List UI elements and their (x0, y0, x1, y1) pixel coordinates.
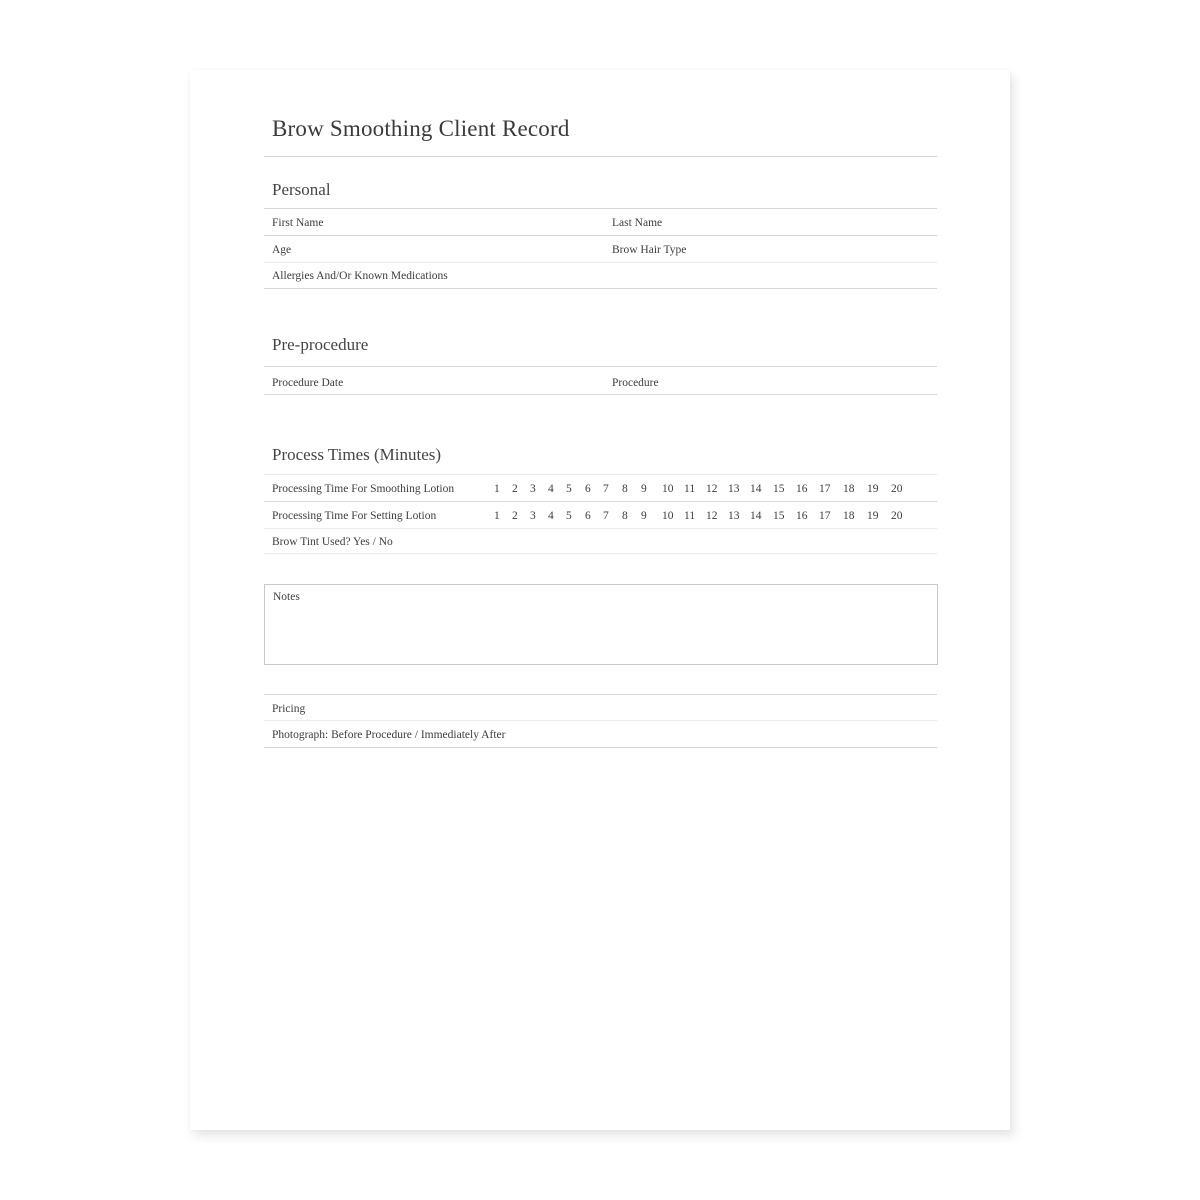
divider (264, 694, 937, 695)
title-divider (264, 156, 937, 157)
minute-option-17[interactable]: 17 (819, 510, 831, 522)
minute-option-13[interactable]: 13 (728, 510, 740, 522)
notes-box[interactable] (264, 584, 938, 665)
minute-option-13[interactable]: 13 (728, 483, 740, 495)
minute-option-11[interactable]: 11 (684, 510, 696, 522)
minute-option-12[interactable]: 12 (706, 483, 718, 495)
procedure-date-field[interactable]: Procedure Date (272, 377, 344, 389)
photograph-field[interactable]: Photograph: Before Procedure / Immediately After (272, 729, 506, 741)
allergies-field[interactable]: Allergies And/Or Known Medications (272, 270, 448, 282)
minute-option-8[interactable]: 8 (622, 510, 628, 522)
minute-option-15[interactable]: 15 (773, 483, 785, 495)
notes-label: Notes (273, 591, 300, 603)
minute-option-14[interactable]: 14 (750, 483, 762, 495)
setting-lotion-time-label: Processing Time For Setting Lotion (272, 510, 437, 522)
minute-option-19[interactable]: 19 (867, 483, 879, 495)
minute-option-5[interactable]: 5 (566, 483, 572, 495)
smoothing-lotion-time-label: Processing Time For Smoothing Lotion (272, 483, 455, 495)
minute-option-2[interactable]: 2 (512, 483, 518, 495)
minute-option-12[interactable]: 12 (706, 510, 718, 522)
minute-option-4[interactable]: 4 (548, 483, 554, 495)
minute-option-20[interactable]: 20 (891, 483, 903, 495)
minute-option-3[interactable]: 3 (530, 510, 536, 522)
procedure-field[interactable]: Procedure (612, 377, 659, 389)
minute-option-10[interactable]: 10 (662, 483, 674, 495)
divider (264, 208, 937, 209)
divider (264, 720, 937, 721)
minute-option-9[interactable]: 9 (641, 483, 647, 495)
minute-option-5[interactable]: 5 (566, 510, 572, 522)
divider (264, 394, 937, 395)
minute-option-2[interactable]: 2 (512, 510, 518, 522)
divider (264, 747, 937, 748)
minute-option-6[interactable]: 6 (585, 483, 591, 495)
divider (264, 262, 937, 263)
minute-option-16[interactable]: 16 (796, 510, 808, 522)
divider (264, 553, 937, 554)
minute-option-20[interactable]: 20 (891, 510, 903, 522)
minute-option-14[interactable]: 14 (750, 510, 762, 522)
minute-option-11[interactable]: 11 (684, 483, 696, 495)
minute-option-4[interactable]: 4 (548, 510, 554, 522)
first-name-field[interactable]: First Name (272, 217, 324, 229)
age-field[interactable]: Age (272, 244, 292, 256)
minute-option-6[interactable]: 6 (585, 510, 591, 522)
minute-option-18[interactable]: 18 (843, 510, 855, 522)
form-page (190, 70, 1010, 1130)
document-title: Brow Smoothing Client Record (272, 116, 570, 141)
section-title-process-times: Process Times (Minutes) (272, 445, 442, 464)
divider (264, 288, 937, 289)
divider (264, 474, 937, 475)
minute-option-9[interactable]: 9 (641, 510, 647, 522)
minute-option-10[interactable]: 10 (662, 510, 674, 522)
section-title-pre-procedure: Pre-procedure (272, 335, 369, 354)
smoothing-minute-scale (494, 482, 903, 496)
minute-option-16[interactable]: 16 (796, 483, 808, 495)
minute-option-7[interactable]: 7 (603, 483, 609, 495)
minute-option-1[interactable]: 1 (494, 483, 500, 495)
minute-option-3[interactable]: 3 (530, 483, 536, 495)
brow-hair-type-field[interactable]: Brow Hair Type (612, 244, 687, 256)
minute-option-17[interactable]: 17 (819, 483, 831, 495)
minute-option-19[interactable]: 19 (867, 510, 879, 522)
divider (264, 235, 937, 236)
divider (264, 366, 937, 367)
minute-option-1[interactable]: 1 (494, 510, 500, 522)
minute-option-15[interactable]: 15 (773, 510, 785, 522)
brow-tint-used-field[interactable]: Brow Tint Used? Yes / No (272, 536, 393, 548)
divider (264, 501, 937, 502)
pricing-field[interactable]: Pricing (272, 703, 306, 715)
minute-option-7[interactable]: 7 (603, 510, 609, 522)
minute-option-18[interactable]: 18 (843, 483, 855, 495)
setting-minute-scale (494, 509, 903, 523)
section-title-personal: Personal (272, 180, 331, 199)
last-name-field[interactable]: Last Name (612, 217, 663, 229)
minute-option-8[interactable]: 8 (622, 483, 628, 495)
divider (264, 528, 937, 529)
